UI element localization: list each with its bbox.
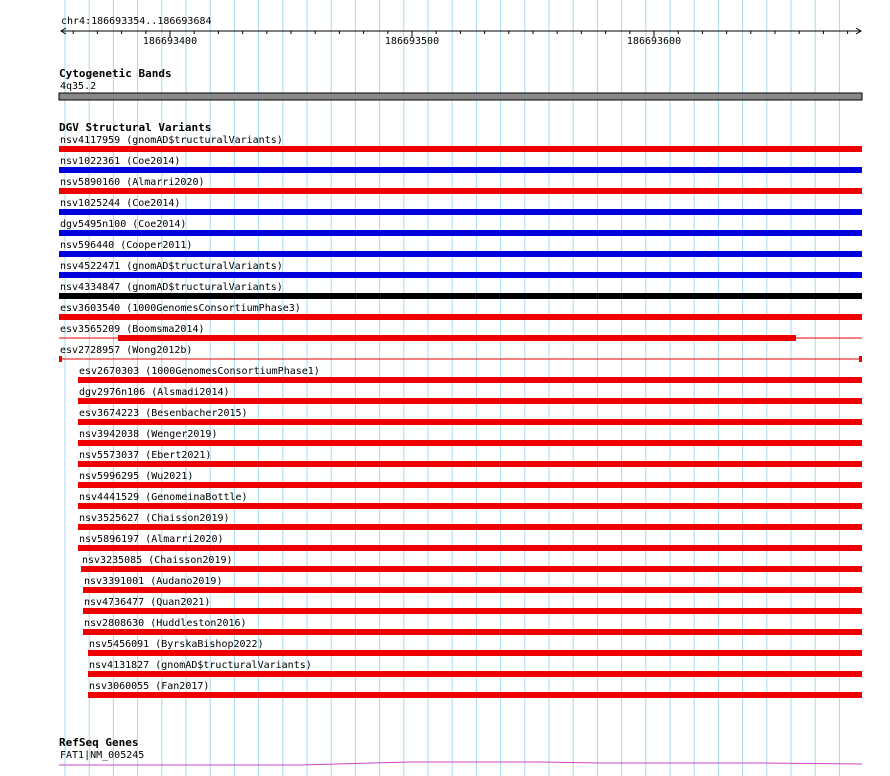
variant-label: nsv4441529 (GenomeinaBottle) [79, 492, 248, 503]
variant-feature[interactable] [78, 398, 862, 404]
variant-feature[interactable] [83, 608, 862, 614]
variant-label: nsv1022361 (Coe2014) [60, 156, 181, 167]
gene-feature-line[interactable] [59, 762, 862, 765]
variant-label: nsv596440 (Cooper2011) [60, 240, 193, 251]
variant-label: nsv1025244 (Coe2014) [60, 198, 181, 209]
variant-feature[interactable] [78, 377, 862, 383]
ruler [61, 16, 861, 47]
variant-feature[interactable] [118, 335, 796, 341]
dgv-features [59, 135, 862, 698]
variant-label: nsv3942038 (Wenger2019) [79, 429, 218, 440]
variant-feature[interactable] [59, 314, 862, 320]
variant-label: nsv3060055 (Fan2017) [89, 681, 210, 692]
variant-label: nsv5456091 (ByrskaBishop2022) [89, 639, 264, 650]
variant-label: nsv5573037 (Ebert2021) [79, 450, 212, 461]
dgv-track [59, 121, 862, 698]
variant-label: esv3603540 (1000GenomesConsortiumPhase3) [60, 303, 301, 314]
variant-label: nsv4117959 (gnomAD$tructuralVariants) [60, 135, 283, 146]
ruler-tick-label: 186693400 [142, 36, 198, 47]
variant-feature[interactable] [88, 650, 862, 656]
variant-feature-end[interactable] [859, 356, 862, 362]
variant-label: nsv4736477 (Quan2021) [84, 597, 211, 608]
variant-feature[interactable] [78, 461, 862, 467]
refseq-track [59, 736, 862, 765]
variant-feature[interactable] [83, 587, 862, 593]
dgv-track-title: DGV Structural Variants [59, 121, 212, 134]
variant-feature[interactable] [88, 692, 862, 698]
variant-feature[interactable] [59, 209, 862, 215]
locus-label: chr4:186693354..186693684 [61, 16, 212, 27]
variant-feature[interactable] [78, 503, 862, 509]
variant-label: nsv4334847 (gnomAD$tructuralVariants) [60, 282, 283, 293]
variant-feature[interactable] [78, 524, 862, 530]
variant-label: nsv4131827 (gnomAD$tructuralVariants) [89, 660, 312, 671]
cytoband-track [59, 67, 862, 100]
variant-label: dgv5495n100 (Coe2014) [60, 219, 187, 230]
variant-label: nsv5890160 (Almarri2020) [60, 177, 205, 188]
variant-feature[interactable] [78, 482, 862, 488]
variant-label: dgv2976n106 (Alsmadi2014) [79, 387, 230, 398]
gene-label: FAT1|NM_005245 [60, 750, 145, 761]
variant-label: nsv5896197 (Almarri2020) [79, 534, 224, 545]
variant-label: nsv3235085 (Chaisson2019) [82, 555, 233, 566]
variant-feature[interactable] [78, 419, 862, 425]
variant-label: nsv5996295 (Wu2021) [79, 471, 194, 482]
cytoband-bar[interactable] [59, 93, 862, 100]
refseq-track-title: RefSeq Genes [59, 736, 139, 749]
variant-feature[interactable] [78, 545, 862, 551]
variant-label: nsv2808630 (Huddleston2016) [84, 618, 247, 629]
variant-feature-end[interactable] [59, 356, 62, 362]
variant-label: esv3674223 (Besenbacher2015) [79, 408, 248, 419]
variant-label: esv2670303 (1000GenomesConsortiumPhase1) [79, 366, 320, 377]
variant-feature[interactable] [59, 272, 862, 278]
cytoband-label: 4q35.2 [60, 81, 97, 92]
variant-label: nsv3525627 (Chaisson2019) [79, 513, 230, 524]
ruler-tick-label: 186693500 [384, 36, 440, 47]
variant-feature[interactable] [59, 146, 862, 152]
variant-feature[interactable] [59, 230, 862, 236]
variant-feature[interactable] [59, 167, 862, 173]
variant-feature[interactable] [81, 566, 862, 572]
variant-label: esv2728957 (Wong2012b) [60, 345, 193, 356]
variant-feature[interactable] [88, 671, 862, 677]
variant-feature[interactable] [83, 629, 862, 635]
variant-label: nsv3391001 (Audano2019) [84, 576, 223, 587]
variant-feature[interactable] [59, 188, 862, 194]
ruler-tick-label: 186693600 [626, 36, 682, 47]
variant-label: esv3565209 (Boomsma2014) [60, 324, 205, 335]
variant-feature[interactable] [78, 440, 862, 446]
variant-feature[interactable] [59, 251, 862, 257]
variant-label: nsv4522471 (gnomAD$tructuralVariants) [60, 261, 283, 272]
cytoband-track-title: Cytogenetic Bands [59, 67, 172, 80]
variant-feature[interactable] [59, 293, 862, 299]
